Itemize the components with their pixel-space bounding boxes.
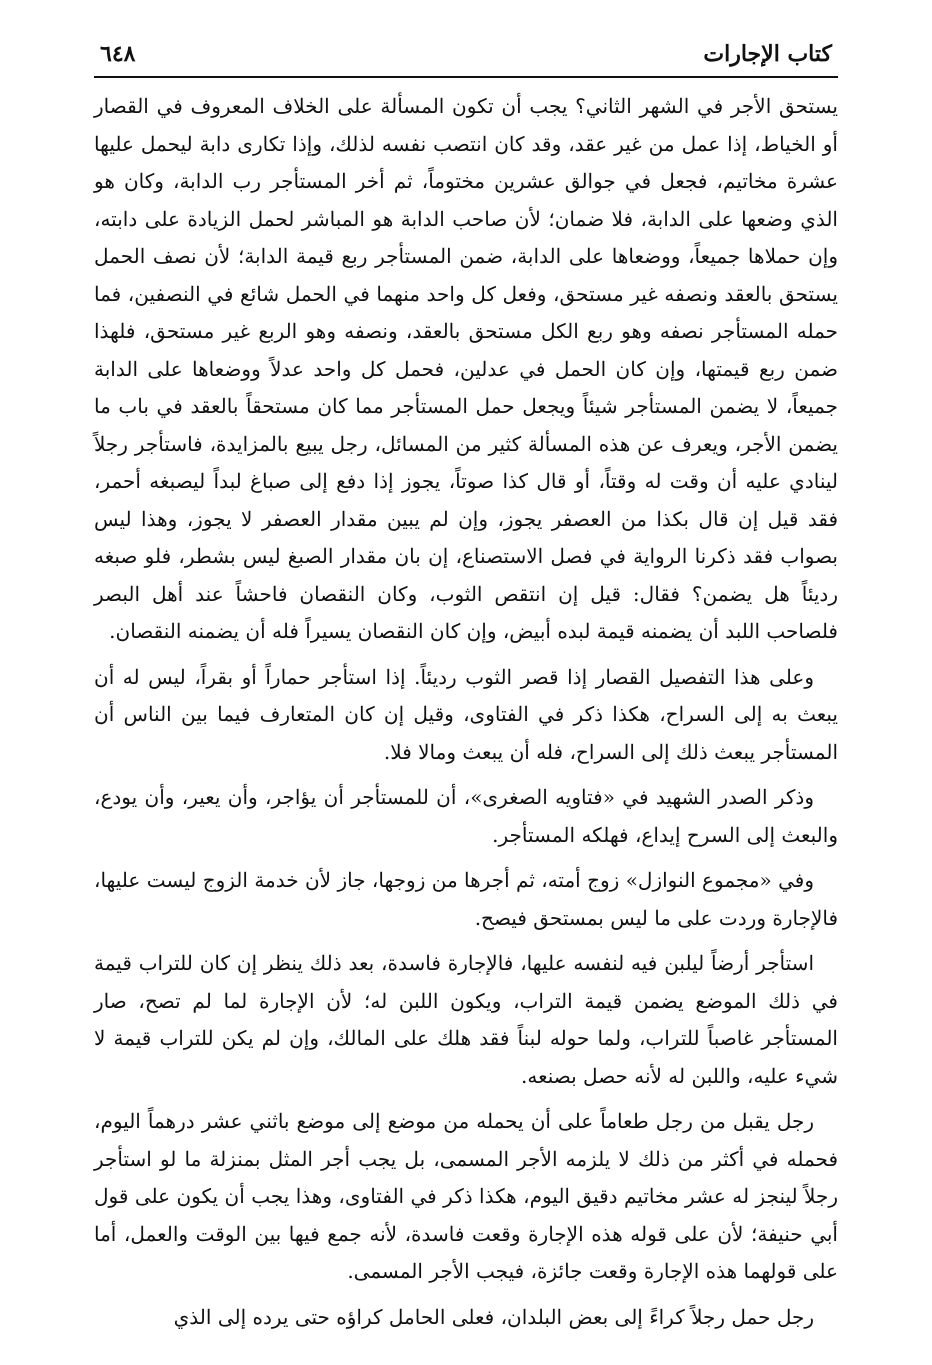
running-title: كتاب الإجارات	[703, 41, 832, 67]
paragraph-4: وفي «مجموع النوازل» زوج أمته، ثم أجرها من زوجها، جاز لأن خدمة الزوج ليست عليها، فالإجارة وردت على ما ليس بمستحق فيصح.	[94, 868, 838, 930]
page-header	[100, 36, 832, 72]
page-body	[94, 88, 838, 1344]
paragraph-2: وعلى هذا التفصيل القصار إذا قصر الثوب رديئاً. إذا استأجر حماراً أو بقراً، ليس له أن يبعث به إلى السراح، هكذا ذكر في الفتاوى، وقيل إن كان المتعارف فيما بين الناس أن المستأجر يبعث ذلك إلى السراح، فله أن يبعث ومالا فلا.	[94, 664, 838, 764]
paragraph-6: رجل يقبل من رجل طعاماً على أن يحمله من موضع إلى موضع باثني عشر درهماً اليوم، فحمله في أكثر من ذلك لا يلزمه الأجر المسمى، بل يجب أجر المثل بمنزلة ما لو استأجر رجلاً لينجز له عشر مخاتيم دقيق اليوم، هكذا ذكر في الفتاوى، وهذا يجب أن يكون على قول أبي حنيفة؛ لأن على قوله هذه الإجارة وقعت فاسدة، لأنه جمع فيها بين الوقت والعمل، أما على قولهما هذه الإجارة وقعت جائزة، فيجب الأجر المسمى.	[94, 1109, 838, 1283]
page-number: ٦٤٨	[100, 41, 136, 67]
paragraph-7: رجل حمل رجلاً كراءً إلى بعض البلدان، فعلى الحامل كراؤه حتى يرده إلى الذي	[173, 1304, 814, 1329]
header-rule	[94, 76, 838, 78]
paragraph-3: وذكر الصدر الشهيد في «فتاويه الصغرى»، أن للمستأجر أن يؤاجر، وأن يعير، وأن يودع، والبعث إلى السرح إيداع، فهلكه المستأجر.	[94, 785, 838, 847]
paragraph-1: يستحق الأجر في الشهر الثاني؟ يجب أن تكون المسألة على الخلاف المعروف في القصار أو الخياط، إذا عمل من غير عقد، وقد كان انتصب نفسه لذلك، وإذا تكارى دابة ليحمل عليها عشرة مخاتيم، فجعل في جوالق عشرين مختوماً، ثم أخر المستأجر رب الدابة، وكان هو الذي وضعها على الدابة، فلا ضمان؛ لأن صاحب الدابة هو المباشر لحمل الزيادة على دابته، وإن حملاها جميعاً، ووضعاها على الدابة، ضمن المستأجر ربع قيمة الدابة؛ لأن نصف الحمل يستحق بالعقد ونصفه غير مستحق، وفعل كل واحد منهما في الحمل شائع في النصفين، فما حمله المستأجر نصفه وهو ربع الكل مستحق بالعقد، ونصفه وهو الربع غير مستحق، فلهذا ضمن ربع قيمتها، وإن كان الحمل في عدلين، فحمل كل واحد عدلاً ووضعاها على الدابة جميعاً، لا يضمن المستأجر شيئاً ويجعل حمل المستأجر مما كان مستحقاً بالعقد في باب ما يضمن الأجر، ويعرف عن هذه المسألة كثير من المسائل، رجل يبيع بالمزايدة، فاستأجر رجلاً لينادي عليه أن وقت له وقتاً، أو قال كذا صوتاً، يجوز إذا دفع إلى صباغ لبداً ليصبغه أحمر، فقد قيل إن قال بكذا من العصفر يجوز، وإن لم يبين مقدار العصفر لا يجوز، وهذا ليس بصواب فقد ذكرنا الرواية في فصل الاستصناع، إن بان مقدار الصبغ ليس بشطر، فلو صبغه رديئاً هل يضمن؟ فقال: قيل إن انتقص الثوب، وكان النقصان فاحشاً عند أهل البصر فلصاحب اللبد أن يضمنه قيمة لبده أبيض، وإن كان النقصان يسيراً فله أن يضمنه النقصان.	[94, 94, 839, 643]
paragraph-5: استأجر أرضاً ليلبن فيه لنفسه عليها، فالإجارة فاسدة، بعد ذلك ينظر إن كان للتراب قيمة في ذلك الموضع يضمن قيمة التراب، ويكون اللبن له؛ لأن الإجارة لما لم تصح، صار المستأجر غاصباً للتراب، ولما حوله لبناً فقد هلك على المالك، وإن لم يكن للتراب قيمة لا شيء عليه، واللبن له لأنه حصل بصنعه.	[94, 951, 838, 1088]
